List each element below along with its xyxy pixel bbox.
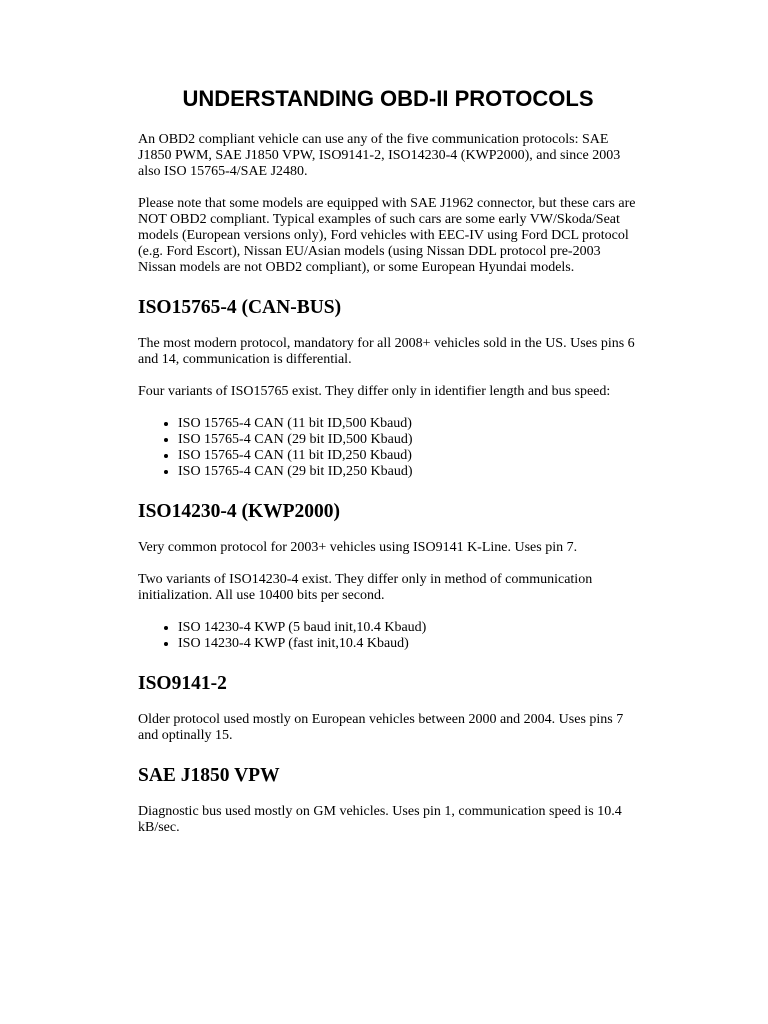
section-heading-kwp2000: ISO14230-4 (KWP2000) <box>138 501 341 522</box>
kwp-variants-list <box>138 620 638 652</box>
section-paragraph: Older protocol used mostly on European vehicles between 2000 and 2004. Uses pins 7 and optinally 15. <box>138 712 624 743</box>
section-paragraph: Four variants of ISO15765 exist. They differ only in identifier length and bus speed: <box>138 384 611 399</box>
list-item: • ISO 14230-4 KWP (5 baud init,10.4 Kbaud) <box>178 620 638 636</box>
document-title: UNDERSTANDING OBD-II PROTOCOLS <box>182 86 594 111</box>
section-paragraph: Diagnostic bus used mostly on GM vehicles. Uses pin 1, communication speed is 10.4 kB/sec. <box>138 804 622 835</box>
list-item: • ISO 15765-4 CAN (29 bit ID,250 Kbaud) <box>178 464 638 480</box>
intro-paragraph: An OBD2 compliant vehicle can use any of the five communication protocols: SAE J1850 PWM, SAE J1850 VPW, ISO9141-2, ISO14230-4 (KWP2000), and since 2003 also ISO 15765-4/SAE J2480. <box>138 132 621 179</box>
list-item: • ISO 14230-4 KWP (fast init,10.4 Kbaud) <box>178 636 638 652</box>
section-paragraph: Two variants of ISO14230-4 exist. They differ only in method of communication initialization. All use 10400 bits per second. <box>138 572 593 603</box>
section-heading-iso9141: ISO9141-2 <box>138 673 227 694</box>
section-paragraph: The most modern protocol, mandatory for all 2008+ vehicles sold in the US. Uses pins 6 and 14, communication is differential. <box>138 336 635 367</box>
section-paragraph: Very common protocol for 2003+ vehicles using ISO9141 K-Line. Uses pin 7. <box>138 540 578 555</box>
document-body <box>138 84 638 852</box>
list-item: • ISO 15765-4 CAN (11 bit ID,500 Kbaud) <box>178 416 638 432</box>
can-variants-list <box>138 416 638 480</box>
list-item: • ISO 15765-4 CAN (11 bit ID,250 Kbaud) <box>178 448 638 464</box>
section-heading-can-bus: ISO15765-4 (CAN-BUS) <box>138 297 342 318</box>
section-heading-j1850-vpw: SAE J1850 VPW <box>138 765 280 786</box>
intro-paragraph: Please note that some models are equipped with SAE J1962 connector, but these cars are NOT OBD2 compliant. Typical examples of such cars are some early VW/Skoda/Seat models (European versions only), Ford vehicles with EEC-IV using Ford DCL protocol (e.g. Ford Escort), Nissan EU/Asian models (using Nissan DDL protocol pre-2003 Nissan models are not OBD2 compliant), or some European Hyundai models. <box>138 196 636 275</box>
list-item: • ISO 15765-4 CAN (29 bit ID,500 Kbaud) <box>178 432 638 448</box>
